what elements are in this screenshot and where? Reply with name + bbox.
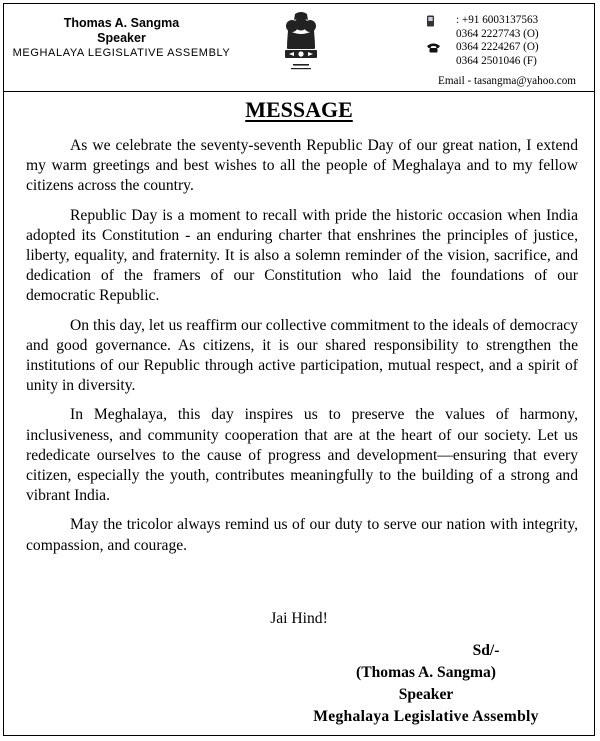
contact-value[interactable]: 0364 2501046 (F)	[456, 54, 537, 67]
signatory-name: (Thomas A. Sangma)	[356, 664, 496, 681]
page-title	[4, 97, 594, 123]
sender-block	[4, 16, 239, 61]
letterhead	[4, 4, 594, 92]
message-frame	[3, 3, 595, 736]
signatory-role: Speaker	[398, 686, 454, 703]
contact-list	[426, 14, 576, 68]
contact-office-2	[426, 41, 576, 55]
signatory-organization: Meghalaya Legislative Assembly	[313, 708, 539, 725]
signature-block	[276, 640, 576, 728]
email-address[interactable]: Email - tasangma@yahoo.com	[438, 75, 576, 87]
contact-value[interactable]: 0364 2224267 (O)	[456, 41, 539, 53]
paragraph: As we celebrate the seventy-seventh Republic Day of our great nation, I extend my warm greetings and best wishes to all the people of Meghalaya and to my fellow citizens across the country.	[26, 137, 578, 195]
closing-salutation: Jai Hind!	[270, 610, 328, 627]
contact-office-1	[426, 28, 576, 42]
contact-mobile	[426, 14, 576, 28]
paragraph: In Meghalaya, this day inspires us to preserve the values of harmony, inclusiveness, and community cooperation that are at the heart of our society. Let us rededicate ourselves to the cause of progress and development—ensuring that every citizen, especially the youth, contributes meaningfully to the building of a strong and vibrant India.	[26, 406, 578, 505]
sender-role: Speaker	[97, 31, 146, 45]
paragraph: May the tricolor always remind us of our duty to serve our nation with integrity, compassion, and courage.	[26, 516, 578, 554]
paragraph: Republic Day is a moment to recall with pride the historic occasion when India adopted its Constitution - an enduring charter that enshrines the principles of justice, liberty, equality, and fraternity. It is also a solemn reminder of the vision, sacrifice, and dedication of the framers of our Constitution who laid the foundations of our democratic Republic.	[26, 206, 578, 305]
contact-fax	[426, 55, 576, 69]
message-body	[26, 136, 578, 565]
contact-value[interactable]: : +91 6003137563	[456, 14, 539, 26]
mobile-phone-icon	[426, 15, 435, 27]
sender-name: Thomas A. Sangma	[63, 16, 180, 30]
telephone-icon	[426, 42, 441, 53]
signature-sd: Sd/-	[472, 642, 500, 659]
header-divider	[4, 91, 594, 92]
sender-organization: MEGHALAYA LEGISLATIVE ASSEMBLY	[12, 47, 231, 59]
title-text: MESSAGE	[245, 97, 353, 122]
state-emblem-icon	[281, 10, 321, 82]
paragraph: On this day, let us reaffirm our collective commitment to the ideals of democracy and good governance. As citizens, it is our shared responsibility to strengthen the institutions of our Republic through active participation, mutual respect, and a spirit of unity in diversity.	[26, 316, 578, 395]
contact-value[interactable]: 0364 2227743 (O)	[456, 27, 539, 40]
